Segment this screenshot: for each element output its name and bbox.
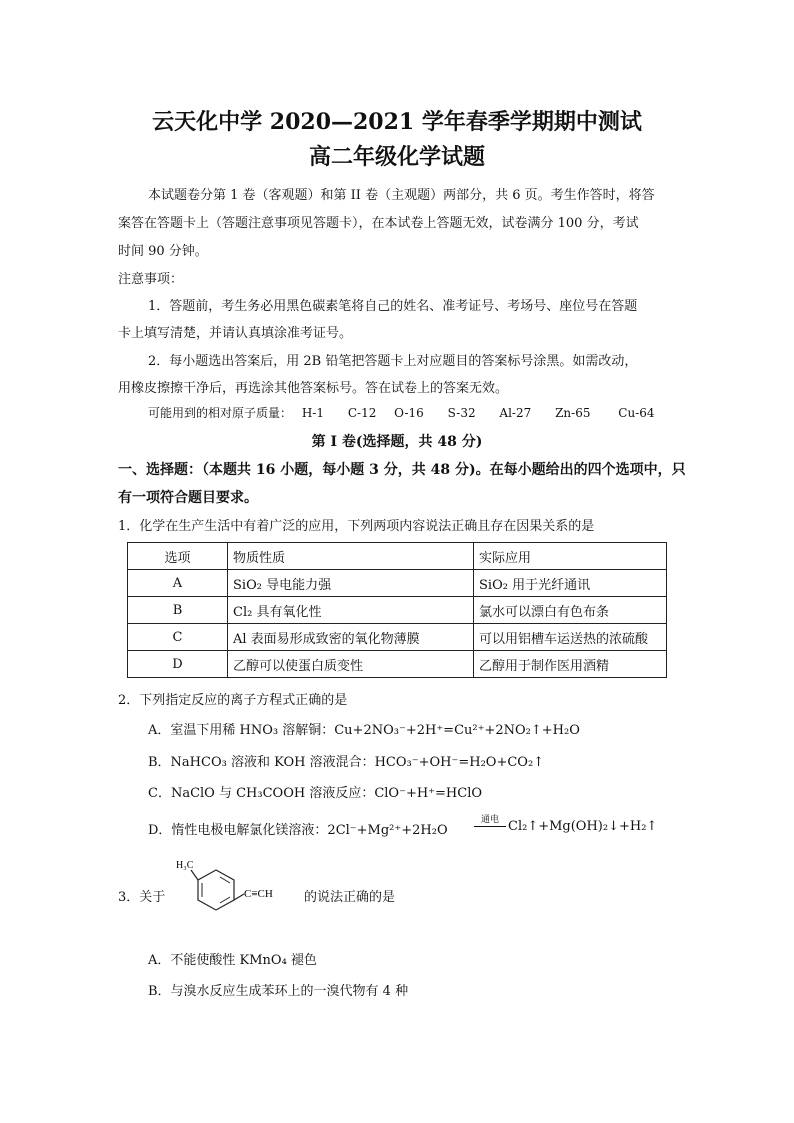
atomic-mass-item: Al-27 — [499, 406, 532, 420]
table-header: 物质性质 — [228, 543, 474, 570]
table-cell: 氯水可以漂白有色布条 — [474, 597, 667, 624]
q2-option-c: C．NaClO 与 CH₃COOH 溶液反应：ClO⁻+H⁺=HClO — [148, 786, 483, 801]
q2-option-d-products: Cl₂↑+Mg(OH)₂↓+H₂↑ — [508, 819, 658, 834]
intro-line-2: 案答在答题卡上（答题注意事项见答题卡），在本试卷上答题无效，试卷满分 100 分，考试 — [118, 216, 639, 231]
q3-option-b: B．与溴水反应生成苯环上的一溴代物有 4 种 — [148, 984, 409, 999]
section1-line-2: 有一项符合题目要求。 — [118, 490, 258, 506]
q3-suffix: 的说法正确的是 — [304, 890, 396, 905]
atomic-mass-item: O-16 — [394, 406, 424, 420]
section1-line-1: 一、选择题：（本题共 16 小题，每小题 3 分，共 48 分)。在每小题给出的四个选项中，只 — [118, 462, 686, 478]
table-header: 选项 — [128, 543, 228, 570]
benzene-ring — [198, 870, 234, 910]
q2-option-a: A．室温下用稀 HNO₃ 溶解铜：Cu+2NO₃⁻+2H⁺=Cu²⁺+2NO₂↑+H₂O — [148, 723, 580, 738]
table-cell: SiO₂ 导电能力强 — [228, 570, 474, 597]
table-cell: SiO₂ 用于光纤通讯 — [474, 570, 667, 597]
intro-line-3: 时间 90 分钟。 — [118, 244, 208, 259]
note-line-4: 用橡皮擦擦干净后，再选涂其他答案标号。答在试卷上的答案无效。 — [118, 381, 509, 396]
atomic-mass-item: Cu-64 — [618, 406, 655, 420]
exam-title: 云天化中学 2020—2021 学年春季学期期中测试 — [152, 109, 642, 135]
electrolysis-condition: 通电 — [480, 815, 499, 825]
atomic-mass-item: S-32 — [447, 406, 476, 420]
atomic-mass-item: Zn-65 — [555, 406, 591, 420]
q1-stem: 1．化学在生产生活中有着广泛的应用，下列两项内容说法正确且存在因果关系的是 — [118, 519, 595, 534]
table-cell: B — [128, 597, 228, 624]
methyl-label: H₃C — [176, 860, 194, 871]
atomic-mass-line — [148, 404, 655, 421]
notes-heading: 注意事项： — [118, 272, 184, 287]
electrolysis-arrow — [474, 812, 506, 827]
table-row — [128, 624, 667, 651]
alkyne-label: C≡CH — [244, 888, 273, 900]
q1-table — [127, 542, 667, 678]
reaction-line — [474, 826, 506, 827]
atomic-mass-item: C-12 — [347, 406, 377, 420]
table-cell: Al 表面易形成致密的氧化物薄膜 — [228, 624, 474, 651]
table-cell: D — [128, 651, 228, 678]
q2-option-b: B．NaHCO₃ 溶液和 KOH 溶液混合：HCO₃⁻+OH⁻=H₂O+CO₂↑ — [148, 755, 545, 770]
part1-heading: 第 I 卷(选择题，共 48 分) — [311, 434, 483, 450]
table-cell: A — [128, 570, 228, 597]
table-cell: 可以用铝槽车运送热的浓硫酸 — [474, 624, 667, 651]
q3-prefix: 3．关于 — [118, 890, 166, 905]
methyl-bond — [191, 870, 198, 880]
intro-line-1: 本试题卷分第 1 卷（客观题）和第 II 卷（主观题）两部分，共 6 页。考生作答时，将答 — [148, 188, 655, 203]
atomic-mass-label: 可能用到的相对原子质量： — [148, 406, 293, 420]
table-cell: 乙醇可以使蛋白质变性 — [228, 651, 474, 678]
table-cell: Cl₂ 具有氧化性 — [228, 597, 474, 624]
note-line-3: 2．每小题选出答案后，用 2B 铅笔把答题卡上对应题目的答案标号涂黑。如需改动， — [148, 354, 638, 369]
table-row — [128, 597, 667, 624]
table-cell: 乙醇用于制作医用酒精 — [474, 651, 667, 678]
alkyne-bond — [234, 894, 244, 900]
note-line-2: 卡上填写清楚，并请认真填涂准考证号。 — [118, 326, 353, 341]
q2-stem: 2．下列指定反应的离子方程式正确的是 — [118, 693, 348, 708]
exam-subtitle: 高二年级化学试题 — [308, 144, 485, 170]
table-row — [128, 570, 667, 597]
methylphenylacetylene-structure — [176, 856, 298, 920]
inner-double-bond — [220, 877, 230, 883]
table-header-row — [128, 543, 667, 570]
q3-option-a: A．不能使酸性 KMnO₄ 褪色 — [148, 953, 317, 968]
table-cell: C — [128, 624, 228, 651]
note-line-1: 1．答题前，考生务必用黑色碳素笔将自己的姓名、准考证号、考场号、座位号在答题 — [148, 299, 638, 314]
table-header: 实际应用 — [474, 543, 667, 570]
inner-double-bond — [220, 897, 230, 903]
atomic-mass-item: H-1 — [301, 406, 324, 420]
q2-option-d: D．惰性电极电解氯化镁溶液：2Cl⁻+Mg²⁺+2H₂O — [148, 823, 448, 838]
table-row — [128, 651, 667, 678]
